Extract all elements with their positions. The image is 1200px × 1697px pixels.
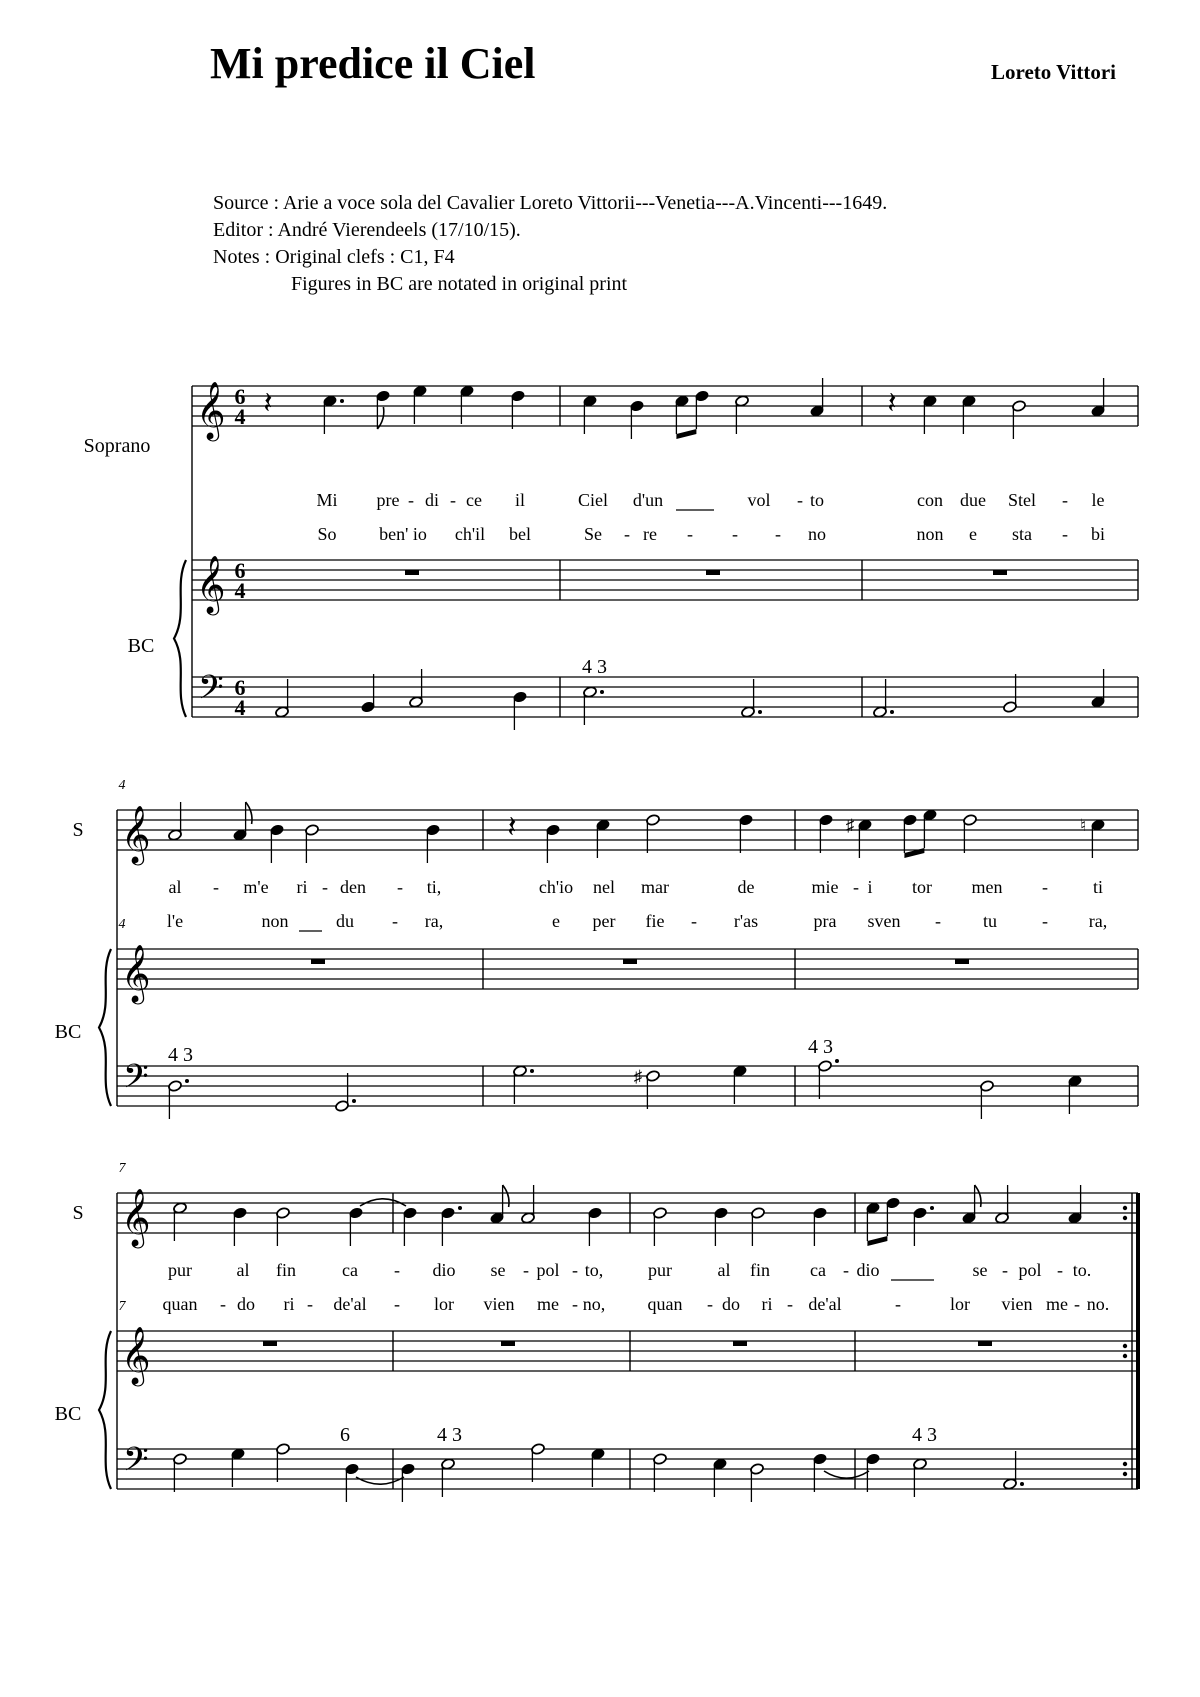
lyric-hyphen: -: [572, 1294, 578, 1314]
whole-rest: [978, 1341, 992, 1346]
lyric-syllable: e: [552, 911, 560, 931]
note: [646, 814, 661, 853]
quarter-rest: 𝄽: [507, 811, 517, 844]
note: [173, 1453, 188, 1492]
whole-rest: [623, 959, 637, 964]
lyric-syllable: den: [340, 877, 366, 897]
note: [490, 1185, 509, 1224]
lyric-hyphen: -: [1062, 490, 1068, 510]
note: [653, 1207, 668, 1246]
measure-number: 4: [118, 917, 126, 932]
note: [233, 802, 252, 841]
bc-treble-staff: [117, 1331, 1138, 1371]
part-label-bc: BC: [54, 1403, 82, 1425]
note: [441, 1206, 462, 1246]
lyric-hyphen: -: [307, 1294, 313, 1314]
note: [751, 1207, 766, 1246]
lyric-hyphen: -: [394, 1294, 400, 1314]
lyric-hyphen: -: [572, 1260, 578, 1280]
lyric-syllable: ch'il: [454, 524, 486, 544]
clefs-line: Notes : Original clefs : C1, F4: [213, 246, 455, 268]
lyric-hyphen: -: [1042, 911, 1048, 931]
note: [349, 1207, 364, 1246]
lyric-syllable: pra: [813, 911, 837, 931]
note: [276, 1443, 291, 1482]
note: [714, 1207, 729, 1246]
whole-rest: [993, 570, 1007, 575]
lyric-syllable: pur: [648, 1260, 672, 1280]
lyric-hyphen: -: [1074, 1294, 1080, 1314]
lyric-syllable: m'e: [243, 877, 269, 897]
note: [231, 1448, 246, 1487]
note: [401, 1463, 416, 1502]
note: [735, 395, 750, 434]
lyric-hyphen: -: [408, 490, 414, 510]
soprano-staff: [117, 810, 1138, 850]
repeat-dot: [1123, 1472, 1127, 1476]
lyric-syllable: le: [1091, 490, 1105, 510]
note: [962, 395, 977, 434]
note: [513, 1065, 534, 1104]
accidental: ♯: [845, 816, 855, 835]
lyric-syllable: de: [737, 877, 755, 897]
note: [409, 669, 424, 708]
note: [323, 395, 344, 434]
note: [413, 385, 428, 424]
note: [441, 1458, 456, 1497]
note: [233, 1207, 248, 1246]
note: [646, 1070, 661, 1109]
lyric-syllable: e: [969, 524, 977, 544]
quarter-rest: 𝄽: [263, 387, 273, 420]
lyric-hyphen: -: [843, 1260, 849, 1280]
lyric-syllable: per: [592, 911, 616, 931]
note: [511, 390, 526, 429]
lyric-syllable: pur: [168, 1260, 192, 1280]
repeat-dot: [1123, 1344, 1127, 1348]
lyric-syllable: tu: [982, 911, 998, 931]
brace: [99, 1331, 111, 1489]
note: [818, 1059, 839, 1099]
composer-name: Loreto Vittori: [991, 60, 1116, 84]
lyric-syllable: vien: [1001, 1294, 1033, 1314]
lyric-syllable: pol: [536, 1260, 560, 1280]
note: [1068, 1185, 1083, 1224]
note: [521, 1185, 536, 1224]
note: [813, 1207, 828, 1246]
lyric-syllable: So: [317, 524, 337, 544]
bc-treble-staff: [117, 949, 1138, 989]
time-signature-bottom: 4: [234, 404, 246, 429]
figured-bass: 4 3: [168, 1044, 193, 1066]
lyric-syllable: lor: [950, 1294, 970, 1314]
lyric-syllable: sta: [1012, 524, 1032, 544]
treble-clef-icon: 𝄞: [196, 382, 226, 438]
lyric-hyphen: -: [624, 524, 630, 544]
note: [596, 819, 611, 858]
lyric-syllable: Ciel: [578, 490, 608, 510]
note: [750, 1463, 765, 1502]
note: [345, 1463, 360, 1502]
lyric-syllable: mar: [641, 877, 669, 897]
lyric-syllable: no: [808, 524, 826, 544]
brace: [99, 949, 111, 1106]
lyric-hyphen: -: [691, 911, 697, 931]
note: [810, 378, 825, 417]
editor-line: Editor : André Vierendeels (17/10/15).: [213, 219, 521, 241]
lyric-syllable: de'al: [808, 1294, 842, 1314]
whole-rest: [501, 1341, 515, 1346]
note: [913, 1206, 934, 1246]
lyric-syllable: fin: [750, 1260, 770, 1280]
lyric-syllable: lor: [434, 1294, 454, 1314]
lyric-syllable: re: [643, 524, 657, 544]
note: [1091, 819, 1106, 858]
lyric-syllable: ri: [283, 1294, 295, 1314]
note: [713, 1458, 728, 1497]
lyric-syllable: fie: [645, 911, 665, 931]
lyric-syllable: dio: [856, 1260, 880, 1280]
lyric-syllable: al: [236, 1260, 250, 1280]
note: [963, 814, 978, 853]
note: [866, 1202, 881, 1241]
lyric-hyphen: -: [775, 524, 781, 544]
lyric-hyphen: -: [797, 490, 803, 510]
lyric-hyphen: -: [935, 911, 941, 931]
tie: [824, 1471, 869, 1478]
note: [546, 824, 561, 863]
lyric-syllable: mie: [811, 877, 839, 897]
treble-clef-icon: 𝄞: [121, 1189, 151, 1245]
lyric-hyphen: -: [853, 877, 859, 897]
note: [913, 1458, 928, 1497]
treble-clef-icon: 𝄞: [121, 1327, 151, 1383]
note: [695, 390, 710, 429]
lyric-hyphen: -: [220, 1294, 226, 1314]
lyric-syllable: ca: [342, 1260, 358, 1280]
lyric-hyphen: -: [687, 524, 693, 544]
bc-treble-staff: [192, 560, 1138, 600]
measure-number: 7: [118, 1299, 126, 1314]
lyric-syllable: di: [424, 490, 440, 510]
lyric-hyphen: -: [523, 1260, 529, 1280]
note: [1068, 1075, 1083, 1114]
lyric-syllable: vol: [747, 490, 771, 510]
note: [741, 679, 762, 718]
figures-line: Figures in BC are notated in original print: [291, 273, 628, 295]
lyric-syllable: ra,: [1088, 911, 1108, 931]
lyric-hyphen: -: [450, 490, 456, 510]
tie: [356, 1477, 404, 1484]
note: [588, 1207, 603, 1246]
figured-bass: 4 3: [912, 1424, 937, 1446]
figured-bass: 6: [340, 1424, 350, 1446]
part-label-soprano: Soprano: [83, 435, 151, 457]
note: [591, 1448, 606, 1487]
note: [531, 1443, 546, 1482]
bc-bass-staff: [192, 677, 1138, 717]
lyric-syllable: al: [168, 877, 182, 897]
repeat-dot: [1123, 1206, 1127, 1210]
treble-clef-icon: 𝄞: [121, 806, 151, 862]
lyric-syllable: no,: [582, 1294, 606, 1314]
bass-clef-icon: 𝄢: [123, 1058, 149, 1103]
lyric-hyphen: -: [1002, 1260, 1008, 1280]
note: [675, 395, 690, 434]
lyric-syllable: non: [261, 911, 289, 931]
whole-rest: [733, 1341, 747, 1346]
lyric-syllable: me: [1046, 1294, 1068, 1314]
lyric-hyphen: -: [707, 1294, 713, 1314]
note: [873, 679, 894, 718]
lyric-hyphen: -: [1062, 524, 1068, 544]
part-label-bc: BC: [54, 1021, 82, 1043]
note: [1091, 669, 1106, 708]
accidental: ♮: [1079, 816, 1087, 835]
note: [962, 1185, 981, 1224]
lyric-syllable: i: [867, 877, 873, 897]
note: [361, 674, 376, 713]
lyric-syllable: ca: [810, 1260, 826, 1280]
lyric-hyphen: -: [213, 877, 219, 897]
note: [995, 1185, 1010, 1224]
figured-bass: 4 3: [808, 1036, 833, 1058]
measure-number: 7: [118, 1161, 126, 1176]
quarter-rest: 𝄽: [887, 387, 897, 420]
lyric-syllable: non: [916, 524, 944, 544]
lyric-syllable: men: [971, 877, 1003, 897]
beam: [867, 1236, 887, 1246]
lyric-syllable: do: [237, 1294, 255, 1314]
note: [426, 824, 441, 863]
note: [739, 814, 754, 853]
lyric-syllable: Mi: [316, 490, 338, 510]
time-signature-top: 6: [234, 384, 246, 409]
lyric-syllable: ti,: [426, 877, 442, 897]
lyric-syllable: to: [809, 490, 825, 510]
lyric-syllable: ri: [761, 1294, 773, 1314]
note: [376, 390, 391, 429]
note: [923, 395, 938, 434]
note: [980, 1080, 995, 1119]
part-label-soprano: S: [72, 1202, 84, 1224]
note: [460, 385, 475, 424]
note: [819, 814, 834, 853]
lyric-syllable: no.: [1086, 1294, 1110, 1314]
lyric-hyphen: -: [1042, 877, 1048, 897]
whole-rest: [263, 1341, 277, 1346]
lyric-syllable: do: [722, 1294, 740, 1314]
lyric-syllable: se: [490, 1260, 506, 1280]
note: [305, 824, 320, 863]
lyric-syllable: sven: [867, 911, 901, 931]
lyric-syllable: ra,: [424, 911, 444, 931]
figured-bass: 4 3: [437, 1424, 462, 1446]
lyric-hyphen: -: [732, 524, 738, 544]
part-label-bc: BC: [127, 635, 155, 657]
soprano-staff: [192, 386, 1138, 426]
lyric-syllable: pre: [376, 490, 400, 510]
final-barline: [1136, 1193, 1140, 1489]
lyric-syllable: ch'io: [538, 877, 574, 897]
lyric-syllable: to.: [1072, 1260, 1092, 1280]
measure-number: 4: [118, 778, 126, 793]
lyric-syllable: r'as: [733, 911, 759, 931]
lyric-syllable: fin: [276, 1260, 296, 1280]
figured-bass: 4 3: [582, 656, 607, 678]
note: [168, 802, 183, 841]
note: [733, 1065, 748, 1104]
lyric-hyphen: -: [392, 911, 398, 931]
lyric-syllable: dio: [432, 1260, 456, 1280]
note: [276, 1207, 291, 1246]
treble-clef-icon: 𝄞: [121, 945, 151, 1001]
note: [583, 686, 604, 725]
lyric-syllable: con: [917, 490, 943, 510]
lyric-hyphen: -: [1057, 1260, 1063, 1280]
lyric-syllable: Stel: [1007, 490, 1037, 510]
lyric-syllable: l'e: [166, 911, 184, 931]
treble-clef-icon: 𝄞: [196, 556, 226, 612]
accidental: ♯: [633, 1067, 643, 1086]
repeat-dot: [1123, 1216, 1127, 1220]
bass-clef-icon: 𝄢: [123, 1441, 149, 1486]
note: [1012, 400, 1027, 439]
whole-rest: [955, 959, 969, 964]
lyric-hyphen: -: [394, 1260, 400, 1280]
lyric-syllable: il: [514, 490, 526, 510]
lyric-syllable: ben' io: [379, 524, 427, 544]
note: [168, 1079, 189, 1119]
lyric-syllable: du: [336, 911, 354, 931]
lyric-syllable: vien: [483, 1294, 515, 1314]
time-signature-bottom: 4: [234, 578, 246, 603]
time-signature-top: 6: [234, 558, 246, 583]
bass-clef-icon: 𝄢: [198, 669, 224, 714]
soprano-staff: [117, 1193, 1138, 1233]
note: [513, 691, 528, 730]
time-signature-bottom: 4: [234, 695, 246, 720]
note: [903, 814, 918, 853]
lyric-syllable: Se: [584, 524, 602, 544]
lyric-hyphen: -: [787, 1294, 793, 1314]
whole-rest: [706, 570, 720, 575]
note: [923, 809, 938, 848]
lyric-syllable: ti: [1092, 877, 1104, 897]
bc-bass-staff: [117, 1449, 1138, 1489]
repeat-dot: [1123, 1354, 1127, 1358]
lyric-syllable: d'un: [632, 490, 664, 510]
lyric-syllable: pol: [1018, 1260, 1042, 1280]
beam: [676, 429, 696, 439]
note: [270, 824, 285, 863]
lyric-syllable: due: [960, 490, 986, 510]
piece-title: Mi predice il Ciel: [210, 39, 536, 88]
lyric-syllable: quan: [647, 1294, 683, 1314]
lyric-syllable: me: [537, 1294, 559, 1314]
note: [858, 819, 873, 858]
note: [275, 679, 290, 718]
note: [583, 395, 598, 434]
lyric-syllable: bi: [1090, 524, 1106, 544]
repeat-dot: [1123, 1462, 1127, 1466]
source-line: Source : Arie a voce sola del Cavalier Loreto Vittorii---Venetia---A.Vincenti---1649.: [213, 192, 888, 214]
note: [173, 1202, 188, 1241]
lyric-syllable: ce: [466, 490, 482, 510]
lyric-syllable: bel: [509, 524, 531, 544]
part-label-soprano: S: [72, 819, 84, 841]
lyric-syllable: ri: [296, 877, 308, 897]
note: [1003, 674, 1018, 713]
note: [1003, 1451, 1024, 1490]
brace: [174, 560, 186, 717]
whole-rest: [311, 959, 325, 964]
lyric-syllable: tor: [912, 877, 932, 897]
lyric-hyphen: -: [895, 1294, 901, 1314]
lyric-syllable: quan: [162, 1294, 198, 1314]
lyric-syllable: se: [972, 1260, 988, 1280]
note: [886, 1197, 901, 1236]
whole-rest: [405, 570, 419, 575]
lyric-syllable: de'al: [333, 1294, 367, 1314]
lyric-syllable: to,: [584, 1260, 604, 1280]
time-signature-top: 6: [234, 675, 246, 700]
note: [1091, 378, 1106, 417]
lyric-hyphen: -: [322, 877, 328, 897]
note: [653, 1453, 668, 1492]
lyric-hyphen: -: [397, 877, 403, 897]
lyric-syllable: nel: [593, 877, 615, 897]
lyric-syllable: al: [717, 1260, 731, 1280]
note: [403, 1207, 418, 1246]
note: [630, 400, 645, 439]
